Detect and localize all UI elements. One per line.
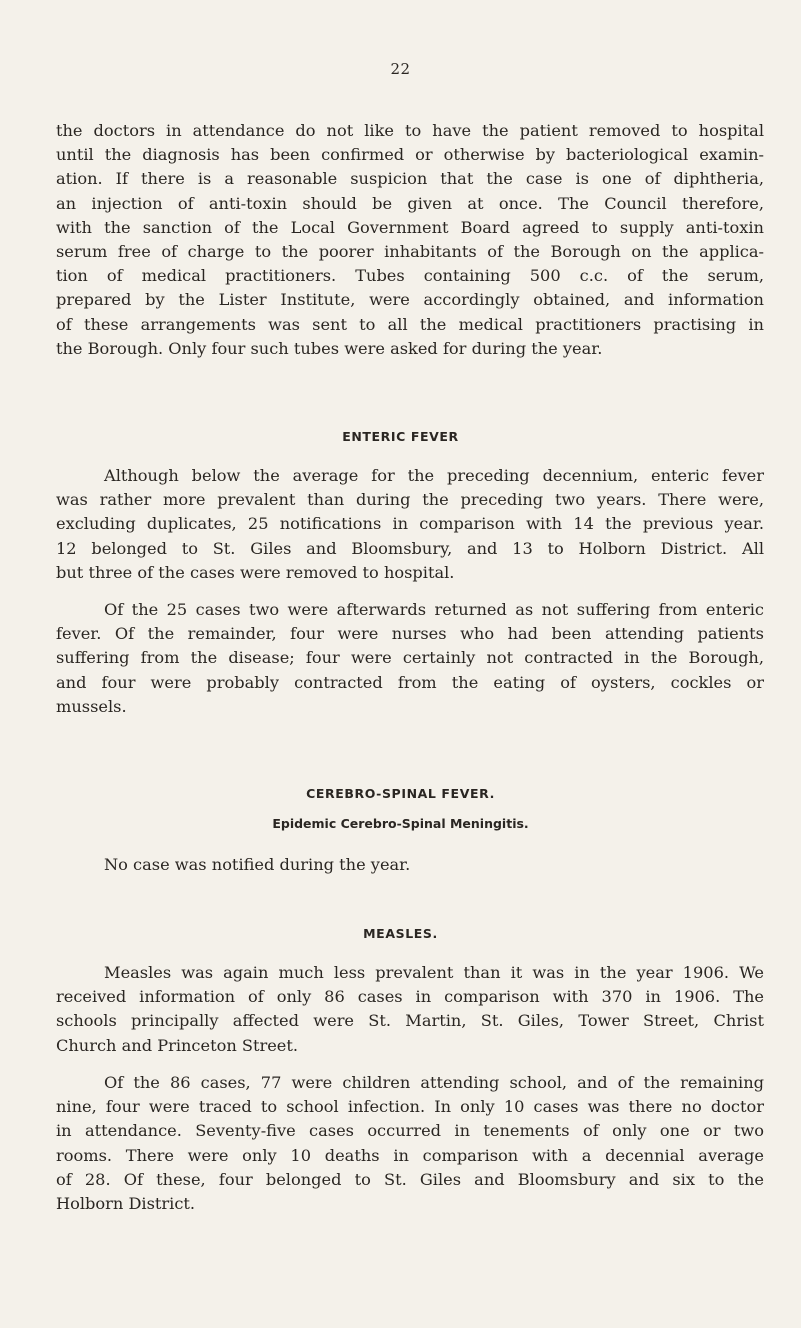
text-line: schools principally affected were St. Martin, St. Giles, Tower Street, Christ — [56, 1011, 764, 1031]
enteric-paragraph-1 — [56, 464, 764, 585]
text-line: rooms. There were only 10 deaths in comparison with a decennial average — [56, 1145, 764, 1165]
measles-heading: MEASLES. — [363, 926, 438, 941]
text-line: Holborn District. — [56, 1194, 196, 1214]
text-line: the Borough. Only four such tubes were asked for during the year. — [56, 338, 603, 358]
enteric-paragraph-2 — [56, 598, 764, 719]
text-line: Measles was again much less prevalent than it was in the year 1906. We — [104, 963, 764, 982]
enteric-fever-heading: ENTERIC FEVER — [342, 429, 459, 444]
text-line: until the diagnosis has been confirmed or otherwise by bacteriological examin- — [56, 145, 764, 165]
text-line: but three of the cases were removed to hospital. — [56, 562, 455, 582]
text-line: No case was notified during the year. — [104, 855, 411, 874]
text-line: fever. Of the remainder, four were nurses who had been attending patients — [56, 624, 764, 644]
text-line: an injection of anti-toxin should be given at once. The Council therefore, — [56, 193, 764, 213]
intro-paragraph — [56, 119, 764, 361]
text-line: ation. If there is a reasonable suspicion that the case is one of diphtheria, — [56, 169, 764, 189]
measles-paragraph-1 — [56, 961, 764, 1058]
cerebro-spinal-fever-heading: CEREBRO-SPINAL FEVER. — [306, 786, 495, 801]
text-line: mussels. — [56, 696, 127, 716]
text-line: with the sanction of the Local Government Board agreed to supply anti-toxin — [56, 217, 764, 237]
cerebro-paragraph-1 — [56, 853, 764, 877]
text-line: of 28. Of these, four belonged to St. Giles and Bloomsbury and six to the — [56, 1169, 764, 1189]
text-line: was rather more prevalent than during the preceding two years. There were, — [56, 490, 764, 510]
text-line: 12 belonged to St. Giles and Bloomsbury, and 13 to Holborn District. All — [56, 538, 764, 558]
text-line: suffering from the disease; four were certainly not contracted in the Borough, — [56, 648, 764, 668]
text-line: serum free of charge to the poorer inhabitants of the Borough on the applica- — [56, 242, 764, 262]
text-line: and four were probably contracted from the eating of oysters, cockles or — [56, 672, 764, 692]
text-line: Church and Princeton Street. — [56, 1035, 299, 1055]
text-line: in attendance. Seventy-five cases occurred in tenements of only one or two — [56, 1121, 764, 1141]
text-line: Although below the average for the preceding decennium, enteric fever — [104, 466, 764, 485]
cerebro-spinal-subheading: Epidemic Cerebro-Spinal Meningitis. — [272, 816, 529, 831]
page-number: 22 — [390, 60, 411, 78]
measles-paragraph-2 — [56, 1071, 764, 1216]
text-line: prepared by the Lister Institute, were accordingly obtained, and information — [56, 290, 764, 310]
text-line: of these arrangements was sent to all the medical practitioners practising in — [56, 314, 764, 334]
text-line: the doctors in attendance do not like to have the patient removed to hospital — [56, 121, 764, 140]
text-line: received information of only 86 cases in comparison with 370 in 1906. The — [56, 987, 764, 1007]
text-line: Of the 86 cases, 77 were children attending school, and of the remaining — [104, 1073, 764, 1092]
text-line: excluding duplicates, 25 notifications in comparison with 14 the previous year. — [56, 514, 764, 534]
text-line: Of the 25 cases two were afterwards returned as not suffering from enteric — [104, 600, 764, 619]
text-line: nine, four were traced to school infection. In only 10 cases was there no doctor — [56, 1097, 764, 1117]
text-line: tion of medical practitioners. Tubes containing 500 c.c. of the serum, — [56, 266, 764, 286]
